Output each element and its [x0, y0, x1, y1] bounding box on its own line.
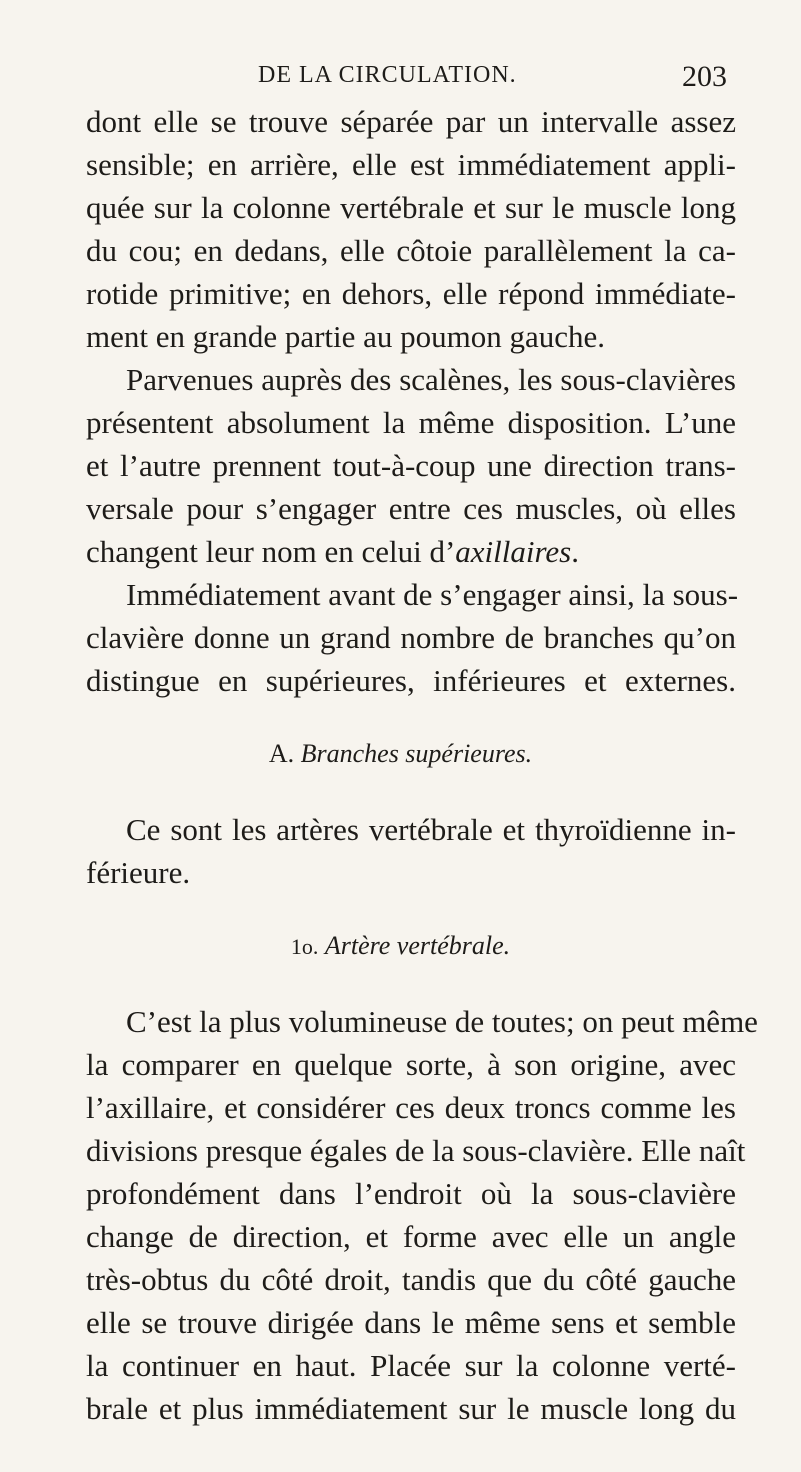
subsection-number: 1o. [290, 934, 319, 959]
text-line: Parvenues auprès des scalènes, les sous-clavières [126, 362, 736, 397]
text-line: C’est la plus volumineuse de toutes; on peut même [126, 1004, 758, 1039]
subsection-title: Artère vertébrale. [324, 931, 511, 960]
text-line: Ce sont les artères vertébrale et thyroïdienne in- [126, 812, 736, 847]
text-line: ment en grande partie au poumon gauche. [86, 319, 606, 354]
text-line: l’axillaire, et considérer ces deux troncs comme les [86, 1090, 736, 1125]
text-line: profondément dans l’endroit où la sous-clavière [86, 1176, 736, 1211]
section-heading [0, 737, 801, 771]
running-head [0, 62, 801, 102]
section-label: A. [268, 739, 295, 768]
text-line: change de direction, et forme avec elle un angle [86, 1219, 736, 1254]
text-line: présentent absolument la même disposition. L’une [86, 405, 736, 440]
text-line: dont elle se trouve séparée par un intervalle assez [86, 104, 736, 139]
text-line: quée sur la colonne vertébrale et sur le muscle long [86, 190, 736, 225]
text-line: divisions presque égales de la sous-clavière. Elle naît [86, 1133, 746, 1168]
page-number: 203 [682, 60, 727, 93]
text-line: clavière donne un grand nombre de branches qu’on [86, 620, 736, 655]
text-span: changent leur nom en celui d’ [86, 534, 456, 569]
text-line: distingue en supérieures, inférieures et externes. [86, 663, 736, 698]
text-line: la continuer en haut. Placée sur la colonne verté- [86, 1348, 736, 1383]
section-title: Branches supérieures. [300, 739, 533, 768]
text-line: du cou; en dedans, elle côtoie parallèlement la ca- [86, 233, 736, 268]
text-line: la comparer en quelque sorte, à son origine, avec [86, 1047, 736, 1082]
text-line: versale pour s’engager entre ces muscles, où elles [86, 491, 736, 526]
text-line: très-obtus du côté droit, tandis que du côté gauche [86, 1262, 736, 1297]
text-line: rotide primitive; en dehors, elle répond immédiate- [86, 276, 736, 311]
text-line [86, 532, 736, 572]
text-line: et l’autre prennent tout-à-coup une direction trans- [86, 448, 736, 483]
text-span: . [571, 534, 579, 569]
subsection-heading [0, 929, 801, 964]
text-line: elle se trouve dirigée dans le même sens et semble [86, 1305, 736, 1340]
italic-term: axillaires [455, 534, 572, 569]
text-line: férieure. [86, 855, 191, 890]
text-line: Immédiatement avant de s’engager ainsi, la sous- [126, 577, 739, 612]
text-line: sensible; en arrière, elle est immédiatement appli- [86, 147, 736, 182]
text-line: brale et plus immédiatement sur le muscle long du [86, 1391, 736, 1426]
running-title: DE LA CIRCULATION. [258, 62, 517, 88]
